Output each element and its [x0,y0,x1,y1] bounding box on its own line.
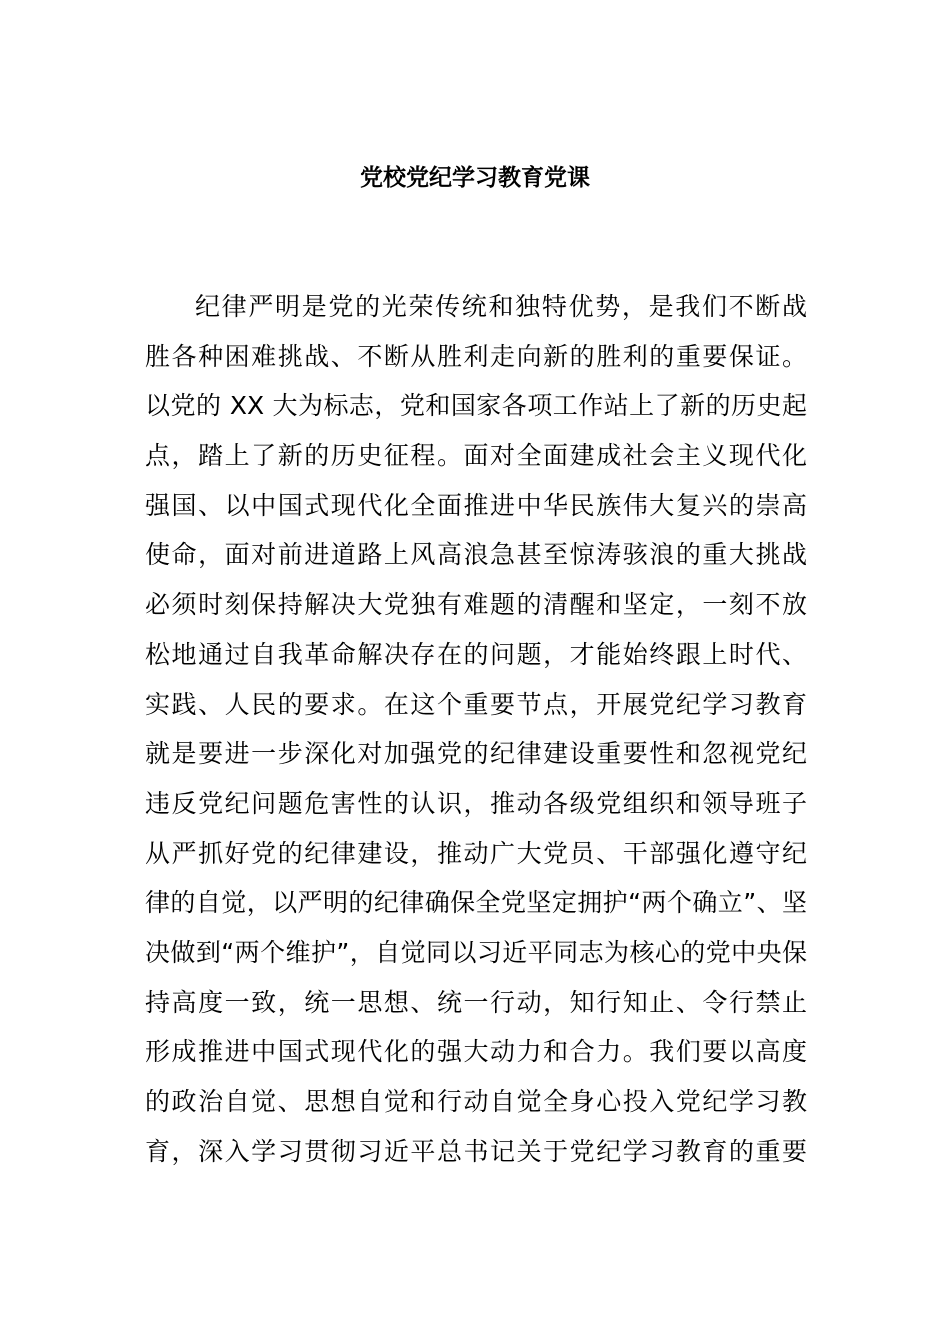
paragraph-line: 决做到“两个维护”，自觉同以习近平同志为核心的党中央保 [145,937,807,967]
paragraph-line: 使命，面对前进道路上风高浪急甚至惊涛骇浪的重大挑战 [145,540,807,570]
paragraph-line: 强国、以中国式现代化全面推进中华民族伟大复兴的崇高 [145,490,807,520]
paragraph-line: 胜各种困难挑战、不断从胜利走向新的胜利的重要保证。 [145,341,807,371]
body-paragraph [145,282,807,1176]
paragraph-line: 就是要进一步深化对加强党的纪律建设重要性和忽视党纪 [145,739,807,769]
paragraph-line: 以党的 XX 大为标志，党和国家各项工作站上了新的历史起 [145,391,807,421]
document-title: 党校党纪学习教育党课 [360,165,590,191]
paragraph-line: 形成推进中国式现代化的强大动力和合力。我们要以高度 [145,1037,807,1067]
paragraph-line: 纪律严明是党的光荣传统和独特优势，是我们不断战 [195,292,807,321]
paragraph-line: 松地通过自我革命解决存在的问题，才能始终跟上时代、 [145,639,807,669]
paragraph-line: 实践、人民的要求。在这个重要节点，开展党纪学习教育 [145,689,807,719]
paragraph-line: 律的自觉，以严明的纪律确保全党坚定拥护“两个确立”、坚 [145,888,807,918]
paragraph-line: 违反党纪问题危害性的认识，推动各级党组织和领导班子 [145,788,807,818]
paragraph-line: 必须时刻保持解决大党独有难题的清醒和坚定，一刻不放 [145,590,807,620]
paragraph-line: 育，深入学习贯彻习近平总书记关于党纪学习教育的重要 [145,1136,807,1166]
paragraph-line: 的政治自觉、思想自觉和行动自觉全身心投入党纪学习教 [145,1087,807,1116]
paragraph-line: 持高度一致，统一思想、统一行动，知行知止、令行禁止 [145,987,807,1017]
paragraph-line: 点，踏上了新的历史征程。面对全面建成社会主义现代化 [145,441,807,471]
paragraph-line: 从严抓好党的纪律建设，推动广大党员、干部强化遵守纪 [145,838,807,868]
